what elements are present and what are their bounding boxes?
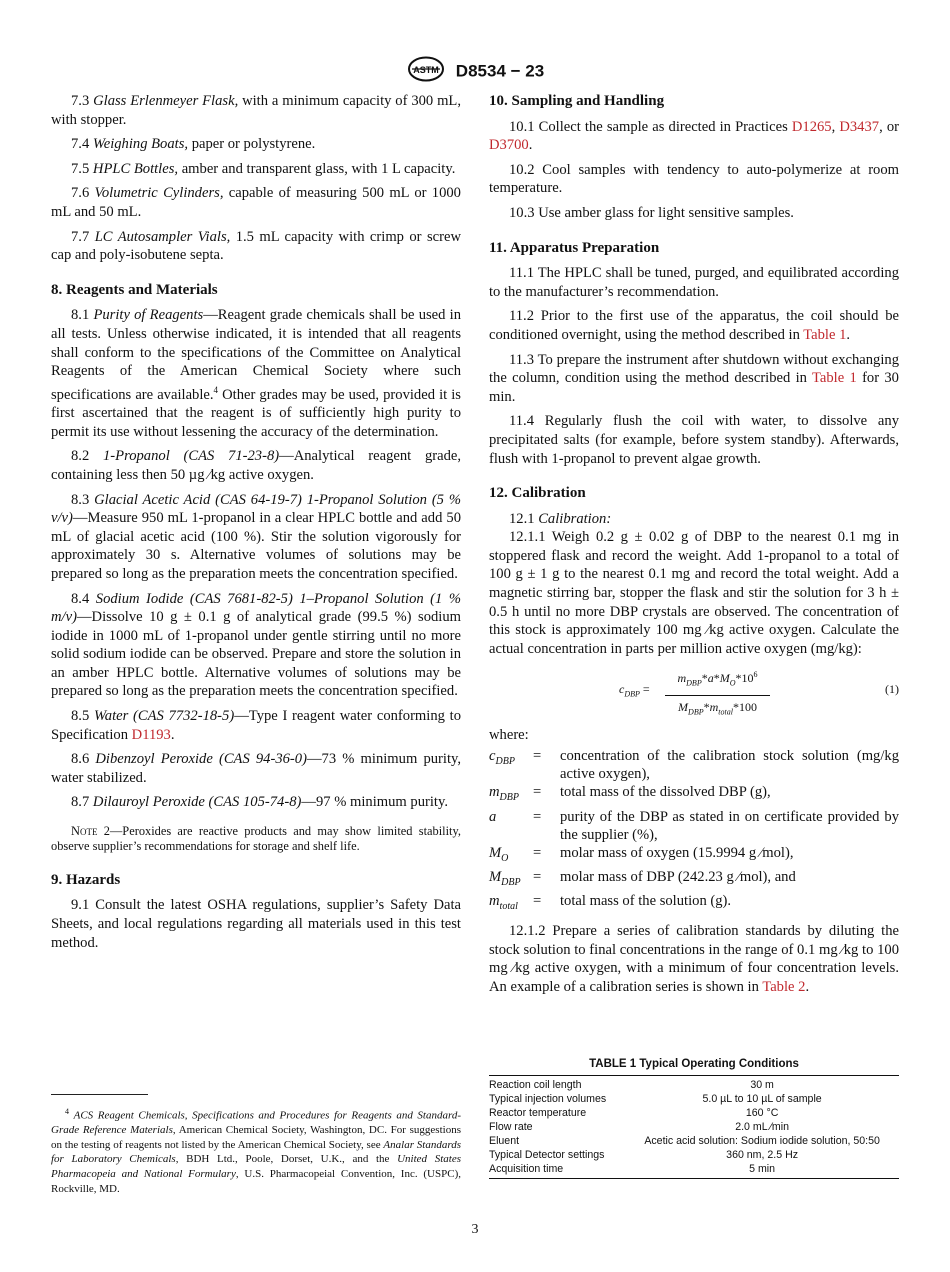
variable-symbol: $m_{DBP}$ xyxy=(489,784,519,804)
equation-1: $c_{DBP}$ = $m_{DBP}*a*M_O*10^6$ $M_{DBP}*m_{total}*100$ (1) xyxy=(489,666,899,714)
paragraph-9-1: 9.1 Consult the latest OSHA regulations, supplier’s Safety Data Sheets, and local regulations regarding all materials used in this test method. xyxy=(51,897,461,951)
paragraph-8-1: 8.1 Purity of Reagents—Reagent grade chemicals shall be used in all tests. Unless otherwise indicated, it is intended that all reagents shall conform to the specifications of the Committee on Analytical Reagents of the American Chemical Society where such specifications are available.$^4$ Other grades may be used, provided it is first ascertained that the reagent is of sufficiently high purity to permit its use without lessening the accuracy of the determination. xyxy=(51,307,461,440)
paragraph-12-1: 12.1 Calibration: xyxy=(509,510,612,527)
link-d1193[interactable]: D1193 xyxy=(131,726,171,743)
link-d1265[interactable]: D1265 xyxy=(791,118,832,135)
footnote-rule xyxy=(51,1094,148,1095)
paragraph-12-1-2: 12.1.2 Prepare a series of calibration standards by diluting the stock solution to final concentrations in the range of 0.1 mg ⁄kg to 100 mg ⁄kg active oxygen, with a minimum of four concentration levels. An example of a calibration series is shown in Table 2. xyxy=(489,923,899,996)
definition-row xyxy=(489,808,899,844)
paragraph-7-4: 7.4 Weighing Boats, paper or polystyrene. xyxy=(71,136,316,153)
paragraph-8-5: 8.5 Water (CAS 7732-18-5)—Type I reagent water conforming to Specification D1193. xyxy=(51,708,461,743)
definition-row xyxy=(489,892,899,916)
table-1 xyxy=(489,1058,899,1179)
table-cell-value: 30 m xyxy=(750,1079,774,1091)
table-row xyxy=(489,1148,899,1162)
variable-definition: total mass of the solution (g). xyxy=(560,893,732,910)
variable-symbol: $M_{DBP}$ xyxy=(489,869,521,888)
astm-logo-icon xyxy=(406,56,446,87)
table-cell-value: 360 nm, 2.5 Hz xyxy=(726,1149,799,1161)
document-designation: D8534 − 23 xyxy=(455,61,545,81)
section-heading-9: 9. Hazards xyxy=(51,871,121,888)
definition-row xyxy=(489,868,899,892)
table-title: TABLE 1 Typical Operating Conditions xyxy=(589,1058,799,1070)
equals-sign: = xyxy=(533,893,542,910)
paragraph-11-2: 11.2 Prior to the first use of the apparatus, the coil should be conditioned overnight, using the method described in Table 1. xyxy=(489,308,899,343)
paragraph-8-6: 8.6 Dibenzoyl Peroxide (CAS 94-36-0)—73 % minimum purity, water stabilized. xyxy=(51,751,461,786)
equals-sign: = xyxy=(533,784,542,801)
link-d3437[interactable]: D3437 xyxy=(839,118,880,135)
paragraph-7-5: 7.5 HPLC Bottles, amber and transparent glass, with 1 L capacity. xyxy=(71,160,456,177)
variable-definition: molar mass of DBP (242.23 g ⁄mol), and xyxy=(560,869,796,886)
table-cell-parameter: Eluent xyxy=(489,1135,520,1147)
equals-sign: = xyxy=(533,748,542,765)
definition-row xyxy=(489,747,899,783)
definition-row xyxy=(489,844,899,868)
definition-row xyxy=(489,783,899,807)
section-heading-8: 8. Reagents and Materials xyxy=(51,281,218,298)
table-cell-value: 5.0 µL to 10 µL of sample xyxy=(702,1093,822,1105)
left-column xyxy=(51,92,461,958)
paragraph-8-3: 8.3 Glacial Acetic Acid (CAS 64-19-7) 1-Propanol Solution (5 % v/v)—Measure 950 mL 1-propanol in a clear HPLC bottle and add 50 mL of glacial acetic acid (100 %). Stir the solution vigorously for approximately 30 s. Alternative volumes of solutions may be prepared so long as the preparation meets the concentration specified. xyxy=(51,491,461,582)
table-row xyxy=(489,1106,899,1120)
paragraph-12-1-1: 12.1.1 Weigh 0.2 g ± 0.02 g of DBP to the nearest 0.1 mg in stoppered flask and record the weight. Add 1-propanol to a total of 100 g ± 1 g to the nearest 0.1 mg and record the total weight. Add a magnetic stirring bar, stopper the flask and stir the solution for 3 h ± 0.5 h until no more DBP crystals are observed. The concentration of this stock is approximately 100 mg ⁄kg active oxygen. Calculate the actual concentration in parts per million active oxygen (mg/kg): xyxy=(489,529,899,657)
right-column xyxy=(489,92,899,1003)
paragraph-10-3: 10.3 Use amber glass for light sensitive samples. xyxy=(509,204,794,221)
paragraph-11-3: 11.3 To prepare the instrument after shutdown without exchanging the column, condition using the method described in Table 1 for 30 min. xyxy=(489,351,899,405)
footnote-4: $^4$ ACS Reagent Chemicals, Specifications and Procedures for Reagents and Standard-Grade Reference Materials, American Chemical Society, Washington, DC. For suggestions on the testing of reagents not listed by the American Chemical Society, see Analar Standards for Laboratory Chemicals, BDH Ltd., Poole, Dorset, U.K., and the United States Pharmacopeia and National Formulary, U.S. Pharmacopeial Convention, Inc. (USPC), Rockville, MD. xyxy=(51,1107,462,1195)
equation-number: (1) xyxy=(885,682,899,697)
table-cell-parameter: Typical Detector settings xyxy=(489,1149,605,1161)
paragraph-7-6: 7.6 Volumetric Cylinders, capable of measuring 500 mL or 1000 mL and 50 mL. xyxy=(51,185,461,220)
variable-definitions xyxy=(489,747,899,916)
paragraph-7-7: 7.7 LC Autosampler Vials, 1.5 mL capacity with crimp or screw cap and poly-isobutene septa. xyxy=(51,228,461,264)
svg-text:ASTM: ASTM xyxy=(413,65,439,75)
table-cell-parameter: Acquisition time xyxy=(489,1163,564,1175)
equals-sign: = xyxy=(533,808,542,825)
table-row xyxy=(489,1162,899,1179)
table-cell-parameter: Flow rate xyxy=(489,1121,533,1133)
section-heading-10: 10. Sampling and Handling xyxy=(489,93,665,109)
table-row xyxy=(489,1092,899,1106)
equals-sign: = xyxy=(533,869,542,886)
paragraph-8-4: 8.4 Sodium Iodide (CAS 7681-82-5) 1–Propanol Solution (1 % m/v)—Dissolve 10 g ± 0.1 g of analytical grade (99.5 %) sodium iodide in 1000 mL of 1-propanol under gentle stirring until no more solid sodium iodide can be observed. Prepare and store the solution in an amber HPLC bottle. Alternative volumes of solutions may be prepared so long as the preparation meets the concentration specified. xyxy=(51,590,461,700)
variable-definition: molar mass of oxygen (15.9994 g ⁄mol), xyxy=(560,844,794,861)
link-d3700[interactable]: D3700 xyxy=(489,137,529,154)
page-number: 3 xyxy=(471,1222,479,1237)
table-cell-value: 160 °C xyxy=(745,1107,779,1119)
variable-definition: concentration of the calibration stock solution (mg/kg active oxygen), xyxy=(560,748,899,783)
table-row xyxy=(489,1076,899,1093)
table-cell-parameter: Reaction coil length xyxy=(489,1079,582,1091)
operating-conditions-table xyxy=(489,1075,899,1179)
table-cell-value: Acetic acid solution: Sodium iodide solution, 50:50 xyxy=(644,1135,880,1147)
link-table-1[interactable]: Table 1 xyxy=(811,370,857,387)
variable-definition: purity of the DBP as stated in on certificate provided by the supplier (%), xyxy=(560,808,899,843)
link-table-1[interactable]: Table 1 xyxy=(803,326,847,343)
where-label: where: xyxy=(489,727,529,744)
paragraph-7-3: 7.3 Glass Erlenmeyer Flask, with a minimum capacity of 300 mL, with stopper. xyxy=(51,93,461,128)
paragraph-10-2: 10.2 Cool samples with tendency to auto-polymerize at room temperature. xyxy=(489,161,899,197)
page-header xyxy=(0,56,950,87)
table-row xyxy=(489,1134,899,1148)
table-row xyxy=(489,1120,899,1134)
note-2: Note 2—Peroxides are reactive products and may show limited stability, observe supplier’s recommendations for storage and shelf life. xyxy=(51,824,461,854)
table-cell-parameter: Typical injection volumes xyxy=(489,1093,607,1105)
paragraph-11-1: 11.1 The HPLC shall be tuned, purged, and equilibrated according to the manufacturer’s recommendation. xyxy=(489,265,899,300)
table-cell-value: 5 min xyxy=(749,1163,776,1175)
variable-symbol: $m_{total}$ xyxy=(489,893,518,913)
paragraph-8-7: 8.7 Dilauroyl Peroxide (CAS 105-74-8)—97 % minimum purity. xyxy=(71,794,448,811)
link-table-2[interactable]: Table 2 xyxy=(762,979,806,996)
variable-symbol: $c_{DBP}$ xyxy=(489,748,515,767)
footnote-ref[interactable]: 4 xyxy=(213,384,219,395)
table-cell-parameter: Reactor temperature xyxy=(489,1107,587,1119)
paragraph-11-4: 11.4 Regularly flush the coil with water, to dissolve any precipitated salts (for example, before system standby). Afterwards, flush with 1-propanol to prevent algae growth. xyxy=(489,413,899,467)
variable-symbol: $M_O$ xyxy=(489,844,509,864)
section-heading-12: 12. Calibration xyxy=(489,485,586,502)
table-cell-value: 2.0 mL ⁄min xyxy=(735,1121,789,1133)
variable-symbol: a xyxy=(489,808,497,825)
paragraph-8-2: 8.2 1-Propanol (CAS 71-23-8)—Analytical reagent grade, containing less then 50 µg ⁄kg active oxygen. xyxy=(51,448,461,483)
equals-sign: = xyxy=(533,844,542,861)
paragraph-10-1: 10.1 Collect the sample as directed in Practices D1265, D3437, or D3700. xyxy=(489,118,899,154)
section-heading-11: 11. Apparatus Preparation xyxy=(489,239,660,256)
variable-definition: total mass of the dissolved DBP (g), xyxy=(560,784,771,801)
